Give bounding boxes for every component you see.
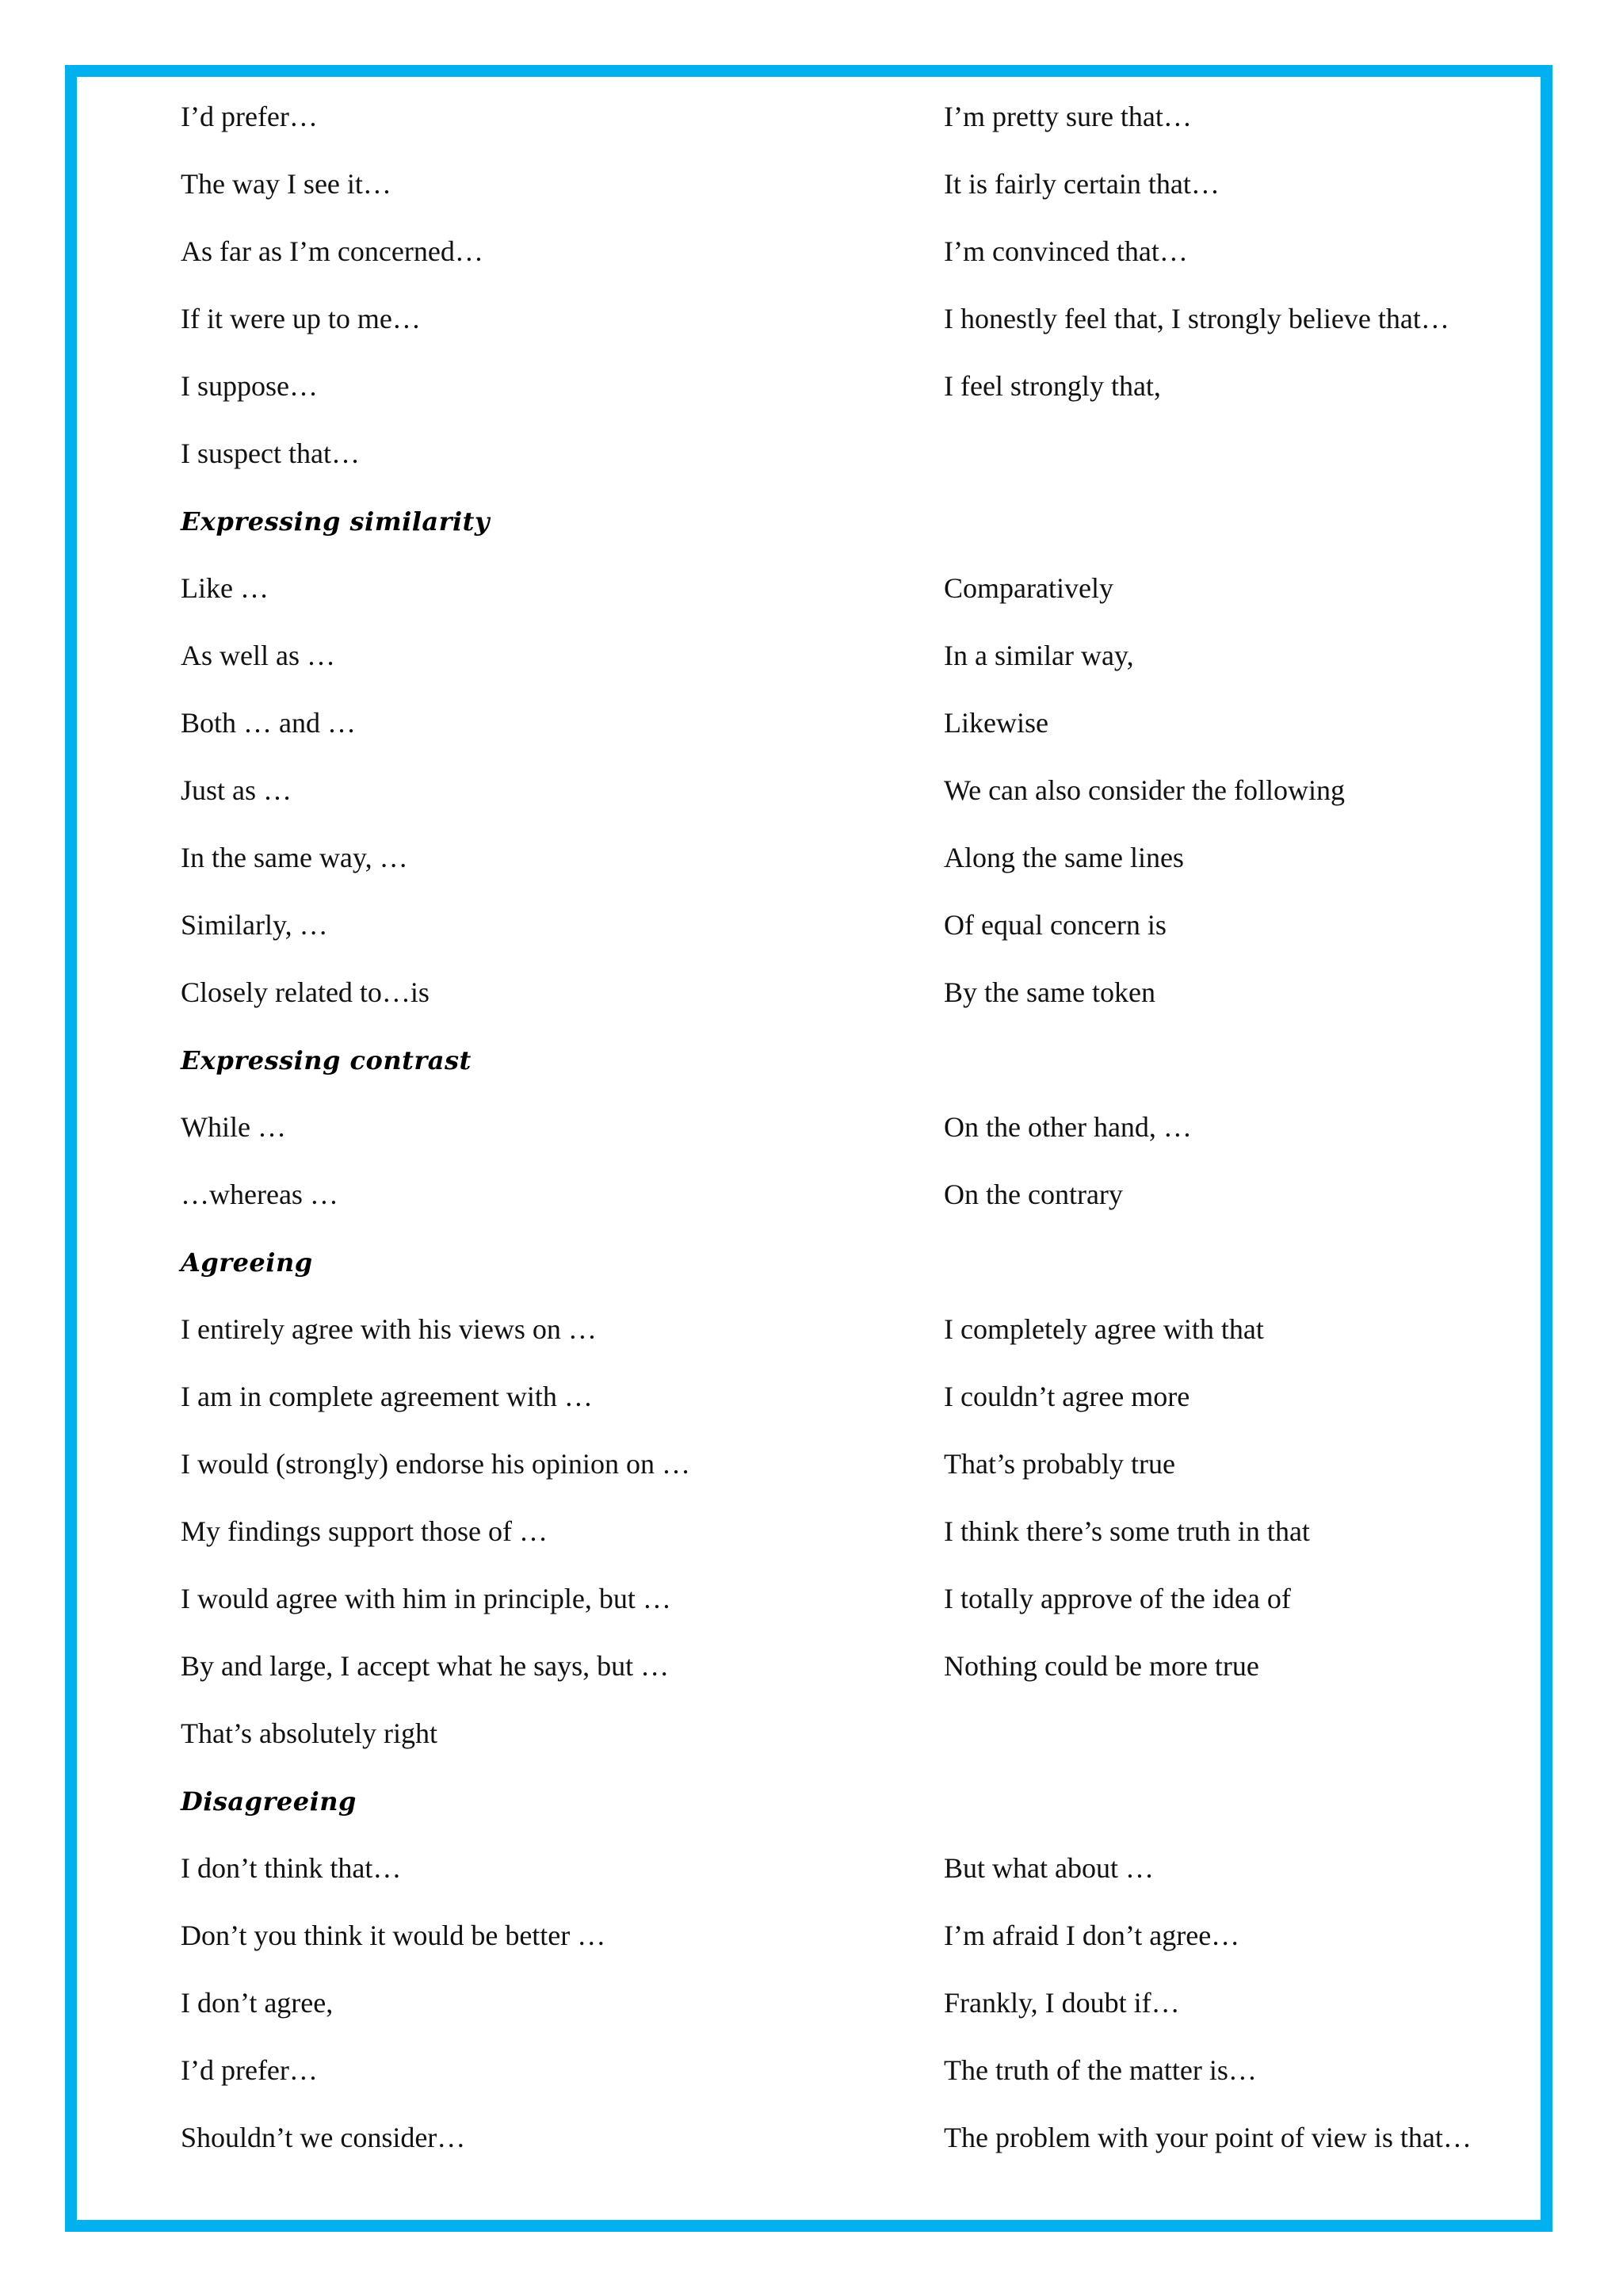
phrase-right: I’m convinced that… bbox=[944, 235, 1188, 267]
phrase-row bbox=[0, 365, 1623, 429]
phrase-left: By and large, I accept what he says, but … bbox=[181, 1650, 670, 1682]
phrase-left: As well as … bbox=[181, 640, 335, 671]
phrase-row bbox=[0, 770, 1623, 833]
phrase-left: My findings support those of … bbox=[181, 1515, 548, 1547]
phrase-right: By the same token bbox=[944, 976, 1155, 1008]
section-heading-similarity: Expressing similarity bbox=[181, 506, 490, 537]
phrase-right: I completely agree with that bbox=[944, 1313, 1264, 1345]
phrase-left: I suspect that… bbox=[181, 437, 360, 469]
phrase-row bbox=[0, 1443, 1623, 1507]
phrase-left: As far as I’m concerned… bbox=[181, 235, 483, 267]
phrase-left: I entirely agree with his views on … bbox=[181, 1313, 597, 1345]
phrase-left: Shouldn’t we consider… bbox=[181, 2122, 466, 2153]
phrase-row bbox=[0, 635, 1623, 698]
phrase-right: On the other hand, … bbox=[944, 1111, 1192, 1143]
phrase-left: I don’t agree, bbox=[181, 1987, 334, 2019]
phrase-left: Closely related to…is bbox=[181, 976, 430, 1008]
phrase-right: Of equal concern is bbox=[944, 909, 1167, 941]
section-heading-contrast: Expressing contrast bbox=[181, 1045, 472, 1075]
phrase-left: If it were up to me… bbox=[181, 303, 421, 334]
phrase-left: Both … and … bbox=[181, 707, 356, 739]
phrase-left: …whereas … bbox=[181, 1179, 338, 1210]
phrase-right: In a similar way, bbox=[944, 640, 1134, 671]
phrase-row bbox=[0, 972, 1623, 1035]
phrase-row bbox=[0, 96, 1623, 159]
phrase-right: Comparatively bbox=[944, 572, 1113, 604]
phrase-left: I suppose… bbox=[181, 370, 318, 402]
phrase-row bbox=[0, 1308, 1623, 1372]
phrase-row bbox=[0, 298, 1623, 361]
phrase-right: I’m afraid I don’t agree… bbox=[944, 1920, 1240, 1951]
phrase-row bbox=[0, 1645, 1623, 1709]
phrase-row bbox=[0, 1174, 1623, 1237]
phrase-right: The truth of the matter is… bbox=[944, 2054, 1257, 2086]
phrase-row bbox=[0, 1511, 1623, 1574]
phrase-row bbox=[0, 2117, 1623, 2180]
phrase-left: Similarly, … bbox=[181, 909, 328, 941]
phrase-row bbox=[0, 433, 1623, 496]
phrase-left: In the same way, … bbox=[181, 842, 408, 873]
phrase-row bbox=[0, 1982, 1623, 2046]
phrase-left: I’d prefer… bbox=[181, 2054, 318, 2086]
phrase-row bbox=[0, 1713, 1623, 1776]
phrase-right: Frankly, I doubt if… bbox=[944, 1987, 1180, 2019]
phrase-right: I couldn’t agree more bbox=[944, 1381, 1190, 1412]
phrase-row bbox=[0, 163, 1623, 227]
phrase-row bbox=[0, 702, 1623, 766]
phrase-right: Likewise bbox=[944, 707, 1048, 739]
phrase-left: I’d prefer… bbox=[181, 101, 318, 132]
section-heading-disagreeing: Disagreeing bbox=[181, 1786, 357, 1817]
phrase-left: I am in complete agreement with … bbox=[181, 1381, 593, 1412]
phrase-left: The way I see it… bbox=[181, 168, 391, 200]
phrase-row bbox=[0, 837, 1623, 900]
phrase-row bbox=[0, 1578, 1623, 1641]
phrase-row bbox=[0, 1376, 1623, 1439]
phrase-right: On the contrary bbox=[944, 1179, 1123, 1210]
phrase-left: Just as … bbox=[181, 774, 292, 806]
phrase-left: I would agree with him in principle, but … bbox=[181, 1583, 671, 1614]
phrase-left: Don’t you think it would be better … bbox=[181, 1920, 606, 1951]
phrase-right: It is fairly certain that… bbox=[944, 168, 1220, 200]
phrase-row bbox=[0, 2050, 1623, 2113]
section-heading-agreeing: Agreeing bbox=[181, 1247, 313, 1278]
phrase-right: I honestly feel that, I strongly believe that… bbox=[944, 303, 1449, 334]
phrase-left: I don’t think that… bbox=[181, 1852, 402, 1884]
phrase-left: I would (strongly) endorse his opinion on … bbox=[181, 1448, 690, 1480]
phrase-left: While … bbox=[181, 1111, 286, 1143]
phrase-right: The problem with your point of view is that… bbox=[944, 2122, 1472, 2153]
phrase-right: But what about … bbox=[944, 1852, 1154, 1884]
phrase-row bbox=[0, 1915, 1623, 1978]
phrase-right: I feel strongly that, bbox=[944, 370, 1161, 402]
phrase-row bbox=[0, 1847, 1623, 1911]
phrase-row bbox=[0, 904, 1623, 968]
phrase-right: That’s probably true bbox=[944, 1448, 1175, 1480]
phrase-row bbox=[0, 231, 1623, 294]
phrase-right: Nothing could be more true bbox=[944, 1650, 1259, 1682]
phrase-left: That’s absolutely right bbox=[181, 1717, 437, 1749]
phrase-left: Like … bbox=[181, 572, 269, 604]
phrase-row bbox=[0, 1106, 1623, 1170]
phrase-row bbox=[0, 567, 1623, 631]
phrase-right: I’m pretty sure that… bbox=[944, 101, 1192, 132]
phrase-right: Along the same lines bbox=[944, 842, 1184, 873]
phrase-right: I think there’s some truth in that bbox=[944, 1515, 1310, 1547]
phrase-right: We can also consider the following bbox=[944, 774, 1345, 806]
phrase-right: I totally approve of the idea of bbox=[944, 1583, 1291, 1614]
